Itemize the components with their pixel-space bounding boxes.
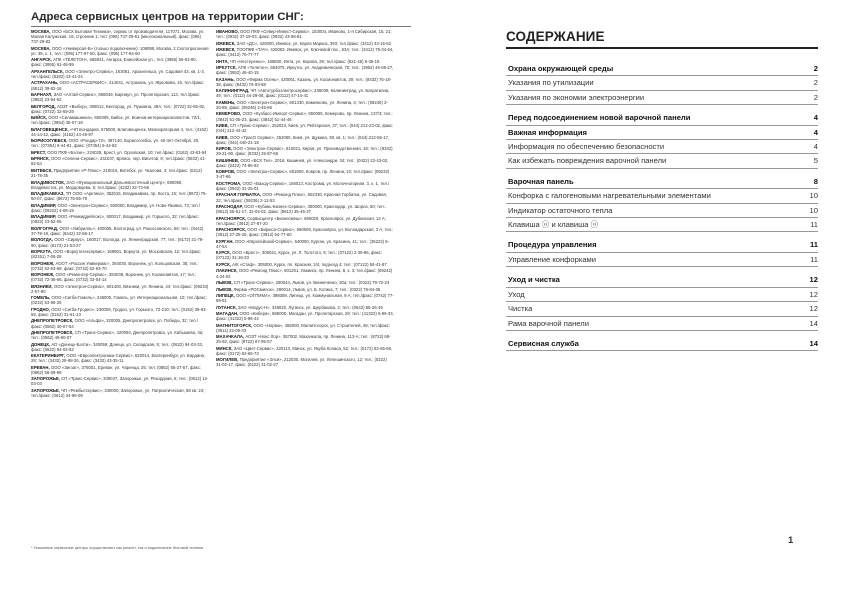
service-center-city: ГРОДНО, <box>31 306 51 312</box>
toc-title: СОДЕРЖАНИЕ <box>506 29 605 44</box>
toc-entry-title: Сервисная служба <box>508 338 579 348</box>
service-center-entry <box>31 272 209 282</box>
toc-entry-page: 2 <box>813 64 818 73</box>
service-center-city: ДОНЕЦК, <box>31 341 51 347</box>
service-center-details: СП «Транс-Сервис», 330037, Запорожье, ул. Рекордная, 6; тел.: (0612) 12-03-03 <box>31 376 209 387</box>
toc-entry-title: Перед подсоединением новой варочной панели <box>508 113 691 123</box>
service-center-details: ООО «Ваход-Сервис», 156013, Кострома, ул. Молочногорная, 3, к. 1, тел./факс: (0942) 31-25-01 <box>216 180 390 191</box>
service-center-city: ЕКАТЕРИНБУРГ, <box>31 353 66 359</box>
service-center-details: АПК «Телетон», 664075, Иркутск, ул. Академическая, 70; тел.: (3952) 46-06-27, факс: (3952) 46-40-15 <box>216 65 394 76</box>
service-center-entry <box>216 334 394 344</box>
service-center-details: ООО «ОПТИМА», 398059, Липецк, ул. Коммунальная, 9 А; тел./факс: (0742) 77-89-81 <box>216 292 394 304</box>
service-center-city: ЛЬВОВ, <box>216 286 233 292</box>
right-page <box>421 0 842 595</box>
service-center-city: ВЛАДИКАВКАЗ, <box>31 191 65 197</box>
service-center-details: ЧП «Нестеренко», 169830, Инта, ул. Кирова, 29; тел./факс: (821-45) 6-35-19 <box>229 58 380 64</box>
service-center-city: ВЛАДИМИР, <box>31 202 57 208</box>
toc-entry-title: Охрана окружающей среды <box>508 64 614 73</box>
service-center-city: ИЖЕВСК, <box>216 40 236 46</box>
toc-entry[interactable] <box>506 189 818 203</box>
service-center-details: ООО «Электрон-Сервис», 600000, Владимир, ул. Ново-Яковка, 73; тел./факс: (09222) 4-08-19 <box>31 202 201 213</box>
title-divider <box>31 26 411 27</box>
service-center-city: ЛУГАНСК, <box>216 304 237 310</box>
toc-entry[interactable] <box>506 111 818 125</box>
toc-entry-title: Рама варочной панели <box>508 318 589 328</box>
toc-entry-title: Чистка <box>508 304 533 314</box>
toc-entry-page: 12 <box>809 275 818 285</box>
toc-entry-title: Клавиша ⓞ и клавиша ⓞ <box>508 220 599 230</box>
service-center-details: АОЗТ «Выбор», 308012, Белгород, ул. Пушкина, 49А; тел.: (0722) 32-65-82, факс: (0722) 32-69-29 <box>31 103 206 114</box>
service-centers-column-1 <box>31 29 209 539</box>
service-center-city: МОСКВА, <box>31 29 51 34</box>
service-center-city: КУРСК, <box>216 261 231 267</box>
service-center-city: МОСКВА, <box>31 45 51 51</box>
service-center-details: ООО «Норма», 455000, Магнитогорск, ул. Строителей, 48; тел./факс: (3511) 22-09-33 <box>216 322 391 333</box>
toc-entry-title: Индикатор остаточного тепла <box>508 205 613 215</box>
service-center-city: КУРГАН, <box>216 238 234 244</box>
service-center-details: ЗАО «Функциональный Дальневосточный Центр», 690090, Владивосток, ул. Мордовцева, 5; тел./факс: (4232) 22-73-69 <box>31 179 183 190</box>
toc-entry-page: 4 <box>813 142 818 152</box>
service-center-city: БЛАГОВЕЩЕНСК, <box>31 126 69 132</box>
service-center-entry <box>31 353 209 363</box>
toc-entry[interactable] <box>506 140 818 154</box>
service-center-entry <box>31 29 209 44</box>
service-center-city: ИЖЕВСК, <box>216 47 236 53</box>
toc-entry-page: 11 <box>810 220 818 230</box>
toc-entry-page: 10 <box>809 191 818 201</box>
toc-entry-page: 5 <box>813 156 818 166</box>
service-center-city: БРЕСТ, <box>31 149 47 155</box>
toc-entry-page: 4 <box>813 113 818 123</box>
service-center-details: ООО «Фирма Осень», 420061, Казань, ул. Космонавтов, 29; тел.: (8432) 76-18-38, факс: (8432) 76-93-88 <box>216 76 392 87</box>
service-center-city: АНГАРСК, <box>31 57 52 63</box>
toc-title-divider <box>506 47 818 49</box>
service-center-details: ООО ПКФ «Север-Инвест-Сервис», 153004, Иваново, 1-я Сибирская, 15, 21; тел.: (0932) 37-19-03, факс: (0932) 43-58-81 <box>216 29 392 40</box>
service-center-entry <box>216 77 394 87</box>
service-center-details: ООО «Рондар-72», 397140, Борисоглебск, ул. 40-лет Октября, 29, тел.: (07354) 6-44-81, факс: (07354) 6-44-82 <box>31 138 200 149</box>
service-center-details: ООО «Электро-Сервис», 163061, Архангельск, ул. Садовая 43, кв. 1-3, тел./факс: (8182) 43-41-24 <box>31 68 205 79</box>
service-center-entry <box>31 138 209 148</box>
service-center-details: СП «Транс-Сервис», 290044, Львов, ул. Винниченко, 30а; тел.: (0322) 79-72-23 <box>233 280 390 286</box>
service-center-city: ВЛАДИМИР, <box>31 214 57 220</box>
service-center-city: ИВАНОВО, <box>216 29 239 34</box>
service-center-details: ООО ПКФ «Бэлэн», 224028, Брест, ул. Орловская, 10; тел./факс: (0162) 43-63-94 <box>47 149 207 155</box>
toc-entry[interactable] <box>506 302 818 316</box>
service-center-city: БИЙСК, <box>31 115 48 121</box>
service-center-city: КАМЕНЬ, <box>216 99 236 105</box>
service-center-details: ООО «Зигзаг», 375001, Ереван, ул. Чаренца, 25; тел: (0852) 55-27-57, факс: (0852) 56-08-99 <box>31 364 202 375</box>
service-center-entry <box>216 268 394 278</box>
service-center-city: ВЯЗНИКИ, <box>31 283 53 289</box>
toc-entry-title: Уход <box>508 289 525 299</box>
service-center-details: ООО «БСХ Тех», 2016, Кишинев, ул. Александри, 34; тел.: (0422) 22-43-02, факс: (0422) 74-86-92 <box>216 157 389 168</box>
service-center-entry <box>216 41 394 46</box>
service-center-details: А/К «Стаф», 305000, Курск, пл. Красная, 2/4, подъезд 4; тел.: (07122) 56-41-87 <box>232 261 387 267</box>
service-center-entry <box>216 346 394 356</box>
service-center-entry <box>216 111 394 121</box>
service-center-entry <box>216 204 394 214</box>
toc-entry[interactable] <box>506 218 818 232</box>
toc-entry-page: 11 <box>809 240 818 250</box>
service-center-entry <box>31 69 209 79</box>
toc-entry-page: 11 <box>810 254 818 264</box>
toc-entry[interactable] <box>506 175 818 189</box>
service-center-city: МОГИЛЕВ, <box>216 357 239 363</box>
service-center-details: ЗАО «Алтай-Сервис», 656049, Барнаул, ул. Пролетарская, 113, тел./факс: (3852) 23-94-52 <box>31 91 201 103</box>
service-center-details: АООТ «Россия Универмаг», 394030, Воронеж, ул. Кольцовская, 35; тел.: (0732) 52-63-69, факс: (0732) 52-63-70 <box>31 260 199 271</box>
service-center-details: «ЧП Бондарев, 675000, Благовещенск, Мелиораторная 4, тел.: (4162) 44-14-42, факс: (4162) 44-49-97 <box>31 126 208 137</box>
service-center-city: ВИТЕБСК, <box>31 167 53 173</box>
toc-entry[interactable] <box>506 273 818 287</box>
service-center-entry <box>31 150 209 155</box>
service-center-city: ВОРКУТА, <box>31 248 53 254</box>
toc-entry-title: Варочная панель <box>508 176 574 186</box>
service-center-entry <box>216 262 394 267</box>
toc-entry-title: Информация по обеспечению безопасности <box>508 142 665 152</box>
service-center-details: ЧП «Рембытсервис», 330000, Запорожье, ул. Патриотическая, 58 кв. 24; тел./факс: (0612) 34-96-09 <box>31 387 205 399</box>
service-center-city: КРАСНОЯРСК, <box>216 227 247 233</box>
toc-entry-title: Процедура управления <box>508 240 597 250</box>
service-center-details: ТП ООО «Арктика», 362015, Владикавказ, пр. Коста, 15; тел: (8672) 75-50-07, факс: (8672) 75-65-79 <box>31 191 207 202</box>
service-center-city: ИНТА, <box>216 58 229 64</box>
service-center-entry <box>31 180 209 190</box>
service-center-entry <box>31 295 209 305</box>
service-center-entry <box>216 169 394 179</box>
service-center-details: Предприятие «Элси», 212030, Могилев, ул. Лепешинского, 12; тел.: (0222) 31-02-17, факс: (0222) 31-02-27 <box>216 357 387 368</box>
service-center-entry <box>31 191 209 201</box>
toc-entry-title: Важная информация <box>508 127 587 137</box>
service-center-city: ЛЬВОВ, <box>216 280 233 286</box>
service-center-city: КОСТРОМА, <box>216 180 242 186</box>
service-center-entry <box>216 65 394 75</box>
service-center-entry <box>31 226 209 236</box>
service-center-city: ИРКУТСК, <box>216 65 237 71</box>
service-center-entry <box>216 293 394 303</box>
service-center-city: КУРСК, <box>216 250 231 256</box>
toc-entry[interactable] <box>506 62 818 76</box>
service-center-city: КИШИНЕВ, <box>216 157 240 163</box>
toc-entry-page: 8 <box>813 176 818 186</box>
service-center-entry <box>216 146 394 156</box>
service-center-city: КИЕВ, <box>216 134 229 140</box>
service-center-city: МИНСК, <box>216 345 233 351</box>
toc-entry[interactable] <box>506 154 818 168</box>
service-center-details: ООО «ТрасО Сервис», 252060, Киев, ул. Щукина, 38, кв. 1; тел.: (044) 212-55-17, факс: (044) 440-21-18 <box>216 134 390 145</box>
service-center-entry <box>31 127 209 137</box>
service-center-details: ООО «Ремонд Плюс», 602330, Красная Горбатка, ул. Садовая, 22; тел./факс: (09236) 2-12-53 <box>216 192 387 203</box>
service-center-city: КРАСНАЯ ГОРБАТКА, <box>216 192 262 198</box>
service-center-entry <box>31 214 209 224</box>
service-center-entry <box>31 168 209 178</box>
service-center-entry <box>31 80 209 90</box>
service-center-entry <box>216 216 394 226</box>
service-center-entry <box>216 280 394 285</box>
service-center-details: ООО «БСХ Бытовая Техника», сервис от производителя, 117071, Москва, ул. Малая Калужская, 19, строение 1; тел: (095) 737-29-61 (многоканальный), факс: (095) 737-29-82 <box>31 29 205 45</box>
toc-entry-page: 12 <box>809 304 818 314</box>
toc-entry-page: 10 <box>809 205 818 215</box>
service-center-entry <box>31 46 209 56</box>
service-center-entry <box>216 239 394 249</box>
service-center-entry <box>31 388 209 398</box>
service-center-details: ООО «Европейский-Сервис», 640000, Курган, ул. Красина, 41; тел.: (35222) 5-47-54 <box>216 238 390 249</box>
service-center-details: ЧП «Автотурбоэлектросервис», 236039, Калининград, ул. Багратиона, 49; тел.: (0112) 44-29-08, факс: (0112) 47-14-41 <box>216 88 390 99</box>
toc-entry-page: 14 <box>809 318 818 328</box>
service-center-entry <box>216 158 394 168</box>
toc-entry[interactable] <box>506 253 818 267</box>
service-center-details: СП «Транс-Сервис», 252024, Киев, ул. Рейтарская, 37; тел.: (044) 212-23-02, факс: (044) 212-44-42 <box>216 123 394 134</box>
service-center-entry <box>31 307 209 317</box>
service-center-city: БАРНАУЛ, <box>31 91 53 97</box>
service-center-city: КОВРОВ, <box>216 169 236 175</box>
service-center-entry <box>31 261 209 271</box>
service-center-details: ЗАО «Модус-Н», 348020, Луганск, ул. Щербакова, 2; тел.: (0642) 55-26-49 <box>237 304 383 310</box>
service-center-city: ДНЕПРОПЕТРОВСК, <box>31 330 74 336</box>
service-center-city: АРХАНГЕЛЬСК, <box>31 68 64 74</box>
service-center-entry <box>216 100 394 110</box>
service-center-entry <box>31 156 209 166</box>
toc-entry[interactable] <box>506 76 818 90</box>
service-center-city: ЛИПЕЦК, <box>216 292 235 298</box>
service-center-details: ООО «Ремонтер-Сервис», 394038, Воронеж, ул. Космонавтов, 17; тел.: (0732) 72-36-66, факс: (0732) 33-04-14 <box>31 272 197 283</box>
service-center-city: КРАСНОДАР, <box>216 204 243 210</box>
service-center-details: АОЗТ «Нокс Лор», 367002, Махачкала, пр. Ленина, 113-А; тел.: (8722) 68-25-92, факс: (8722) 67-95-57 <box>216 334 391 345</box>
service-center-details: ООО «Сигба-Гродно», 230009, Гродно, ул. Горького, 72-210; тел.: (0152) 39-92-59, факс: (0152) 31-51-13 <box>31 306 207 317</box>
toc-entry-title: Уход и чистка <box>508 275 560 285</box>
toc-entry-page: 2 <box>813 92 818 102</box>
service-center-entry <box>31 365 209 375</box>
service-center-entry <box>31 203 209 213</box>
service-center-details: СП «Транс-Сервис», 320094, Днепропетровск, ул. Кабышева, 3а; тел.: (0562) 46-60-07 <box>31 330 204 341</box>
toc-entry[interactable] <box>506 91 818 105</box>
service-center-city: ВОРОНЕЖ, <box>31 260 55 266</box>
service-center-details: ООО «Сигба-Гомель», 246000, Гомель, ул. Интернациональная, 10; тел./факс: (0232) 53-96-25 <box>31 295 207 306</box>
service-center-entry <box>216 59 394 64</box>
service-center-details: ООО «Электрон-Сервис», 601900, Ковров, пр. Ленина, 10; тел./факс: (09232) 3-47-66 <box>216 169 390 180</box>
service-center-entry <box>31 115 209 125</box>
service-center-entry <box>31 330 209 340</box>
service-centers-title: Адреса сервисных центров на территории СНГ: <box>31 11 304 23</box>
service-center-entry <box>31 57 209 67</box>
service-center-city: ЗАПОРОЖЬЕ, <box>31 376 60 382</box>
service-center-details: Сервисцентр «Бизнесмеш», 660020, Красноярск, ул. Дубинская, 12 А; тел./факс: (3912) 27-87-20 <box>216 215 386 226</box>
toc-entry-page: 12 <box>809 289 818 299</box>
service-center-entry <box>216 192 394 202</box>
service-center-city: ДНЕПРОПЕТРОВСК, <box>31 318 74 324</box>
service-center-city: ВОЛОГДА, <box>31 237 54 243</box>
service-center-details: ООО «Ремонд Плюс», 601201, Лакинск, пр. Ленина, 8, к. 3; тел./факс: (09242) 4-24-02 <box>216 268 393 279</box>
toc-entry-page: 2 <box>813 78 818 88</box>
service-center-details: ООО «Бирюса-Сервис», 660609, Красноярск, ул. Волоадарская, 3 А; тел.: (3912) 27-25-25, факс: (3912) 64-77-60 <box>216 227 394 238</box>
service-center-details: ООО «Селена-Сервис», 241037, Брянск, пер. Висетов, 8; тел./факс: (0832) 41-82-54 <box>31 156 206 167</box>
service-center-details: ООО «Электрон-Сервис», 601400, Вязники, ул. Ленина, 44; тел./факс: (09233) 2-57-90 <box>31 283 209 294</box>
service-center-city: КЕМЕРОВО, <box>216 111 242 117</box>
footnote: * Указанные сервисные центры осуществляют как ремонт, так и подключение бытовой техники <box>31 545 204 550</box>
service-center-details: ЗАО «ДС», 426000, Ижевск, ул. Карла Маркса, 393; тел./факс: (3412) 43-16-52 <box>236 40 392 46</box>
service-center-details: ООО «Умбрилль», 400005, Волгоград, ул. Рокоссовского, 56; тел.: (8442) 37-79-19, факс: (8442) 32-56-17 <box>31 225 204 236</box>
service-center-entry <box>31 104 209 114</box>
service-center-entry <box>31 237 209 247</box>
service-center-entry <box>216 311 394 321</box>
service-center-details: ООО «Электрон-Сервис», 610021, Киров, ул. Производственная, 18; тел.: (8332) 29-21-90, факс: (8332) 25-87-55 <box>216 146 393 157</box>
service-center-city: БЕЛГОРОД, <box>31 103 56 109</box>
service-center-entry <box>216 181 394 191</box>
toc-entry[interactable] <box>506 126 818 140</box>
service-center-details: ООО «Силамашинка», 659305, Бийск, ул. Воинов-интернационалистов, 72/1, тел./факс: (3854) 36-07-18 <box>31 115 201 126</box>
service-center-entry <box>216 305 394 310</box>
service-center-city: МАГНИТОГОРСК, <box>216 322 253 328</box>
service-center-details: ООО «Брест», 305041, Курск, ул. Л. Толстого, 9; тел.: (07122) 2-35-86, факс: (07122) 31-16-33 <box>216 250 383 261</box>
toc-entry-page: 4 <box>813 127 818 137</box>
toc-entry-title: Указания по экономии электроэнергии <box>508 92 645 102</box>
toc-entry-title: Указания по утилизации <box>508 78 594 88</box>
service-center-entry <box>31 92 209 102</box>
service-center-entry <box>216 287 394 292</box>
service-center-city: МАГАДАН, <box>216 311 239 317</box>
service-center-details: АПК «ТЕЛЕТОН», 665831, Ангарск, Енисейская ул., тел: (3955) 56-03-90, факс: (3955) 61-48-99 <box>31 57 197 68</box>
service-center-details: ООО «Сирвус», 160017, Вологда, ул. Ленинградская, 77; тел.: (8172) 21-79-90, факс: (8172) 21-53-27 <box>31 237 204 248</box>
service-center-entry <box>31 342 209 352</box>
service-center-city: КАЗАНЬ, <box>216 76 235 82</box>
toc-entry[interactable] <box>506 337 818 351</box>
page-number: 1 <box>788 535 794 546</box>
service-center-entry <box>216 323 394 333</box>
toc-entry[interactable] <box>506 317 818 331</box>
service-center-details: ООО «Кубань-Бизнес-Сервис», 350000, Краснодар, ул. Шорса, 50; тел.: (8612) 55-51-17, 32-04-02, факс: (8612) 35-45-37 <box>216 204 387 215</box>
service-center-details: ООО «Альфа», 320005, Днепропетровск, ул. Победы, 32; тел./факс: (0562) 40-07-54 <box>31 318 198 329</box>
toc-entry-title: Как избежать повреждения варочной панели <box>508 156 667 166</box>
service-center-city: ВОЛГОГРАД, <box>31 225 59 231</box>
service-center-entry <box>216 250 394 260</box>
service-center-entry <box>31 249 209 259</box>
service-center-entry <box>216 47 394 57</box>
service-center-details: ООО «Универсал-Б» (только подключение): 109088, Москва, 2 Скотопрогонная ул. 35, с. 1, тел.: (095) 177-97-50, факс: (095) 177-84-60 <box>31 45 209 56</box>
service-center-details: ООО «Ремкиддейлокс», 600017, Владимир, ул. Горького, 32; тел./факс: (0922) 23-52-06 <box>31 214 199 225</box>
service-center-details: ЗАО «Цвет-Сервис», 220113, Минск, ул. Якуба Коласа, 52; тел.: (0172) 62-65-66, факс: (0172) 62-66-73 <box>216 345 393 356</box>
service-center-city: ЕРЕВАН, <box>31 364 50 370</box>
service-center-details: ООО «АСТРАСЕРВИС», 414041, Астрахань, ул. Жуковова, 16, тел./факс: (8512) 39-82-16 <box>31 80 205 91</box>
service-center-entry <box>216 135 394 145</box>
service-center-details: Фирма «РОСмилок», 290014, Львов, ул. Б. Котика, 7; тел.: (0322) 76-84-06 <box>233 286 381 292</box>
service-center-details: ООО «Электрон-Сервис», 601330, Каменково, ул. Ленина, 4; тел.: (09246) 2-20-88, факс: (09246) 2-45-66 <box>216 99 388 110</box>
service-center-city: ВОРОНЕЖ, <box>31 272 55 278</box>
service-center-details: ООО «Воркутатехсервис», 169901, Воркута, ул. Московская, 12; тел./факс: (82151) 7-06-28 <box>31 248 202 260</box>
service-center-city: ЗАПОРОЖЬЕ, <box>31 387 60 393</box>
service-center-entry <box>31 376 209 386</box>
service-center-city: ВЛАДИВОСТОК, <box>31 179 66 185</box>
service-center-entry <box>216 123 394 133</box>
service-center-details: Предприятие «Р-Плюс», 210015, Витебск, ул. Чкалова, 3; тел./факс: (0212) 21-78-35 <box>31 167 202 179</box>
service-center-city: МАХАЧКАЛА, <box>216 334 245 340</box>
service-center-entry <box>216 227 394 237</box>
service-center-details: АО «Донецк-Бэлти», 340059, Донецк, ул. Складская, 5; тел.: (0622) 94-03-33, факс: (0622) 94-02-62 <box>31 341 204 352</box>
service-center-details: ТООПКФ «ТАЧ», 426063, Ижевск, ул. Ключевой пос., 63А; тел.: (3412) 75-34-64, факс: (3412) 75-77-77 <box>216 47 394 58</box>
service-center-details: ООО «Кузбасс-Импорт-Сервис», 650065, Кемерово, пр. Ленина, 137/3; тел.: (3842) 51-05-23, факс: (3842) 51-44-46 <box>216 111 393 122</box>
toc-entry[interactable] <box>506 288 818 302</box>
toc-entry-title: Управление конфорками <box>508 254 597 264</box>
toc-entry[interactable] <box>506 204 818 218</box>
service-center-city: КИРОВ, <box>216 146 232 152</box>
toc-entry-page: 14 <box>809 338 818 348</box>
service-center-city: КРАСНОЯРСК, <box>216 215 247 221</box>
service-center-city: ГОМЕЛЬ, <box>31 295 51 301</box>
toc-entry-title: Конфорка с галогеновыми нагревательными элементами <box>508 191 711 201</box>
service-center-city: ЛАКИНСК, <box>216 268 238 274</box>
service-center-details: ООО «Кибера», 685000, Магадан, ул. Пролетарская, 29; тел.: (41322) 5-99-33, факс: (41322) 5-96-44 <box>216 311 394 322</box>
service-center-details: ООО «Евроэлектроника-Сервис», 620014, Екатеринбург, ул. Бардина, 28; тел.: (3432) 28-98-26, факс: (3432) 43-35-11 <box>31 353 206 364</box>
toc-entry[interactable] <box>506 238 818 252</box>
service-center-city: АСТРАХАНЬ, <box>31 80 59 86</box>
service-center-city: БРЯНСК, <box>31 156 50 162</box>
service-center-entry <box>216 357 394 367</box>
service-center-entry <box>31 318 209 328</box>
service-center-city: КАЛИНИНГРАД, <box>216 88 250 94</box>
service-center-entry <box>31 284 209 294</box>
service-center-entry <box>216 88 394 98</box>
service-center-city: КИЕВ, <box>216 123 229 129</box>
table-of-contents <box>506 62 818 351</box>
service-center-entry <box>216 29 394 39</box>
service-center-city: БОРИСОГЛЕБСК, <box>31 138 68 144</box>
service-centers-column-2 <box>216 29 394 539</box>
